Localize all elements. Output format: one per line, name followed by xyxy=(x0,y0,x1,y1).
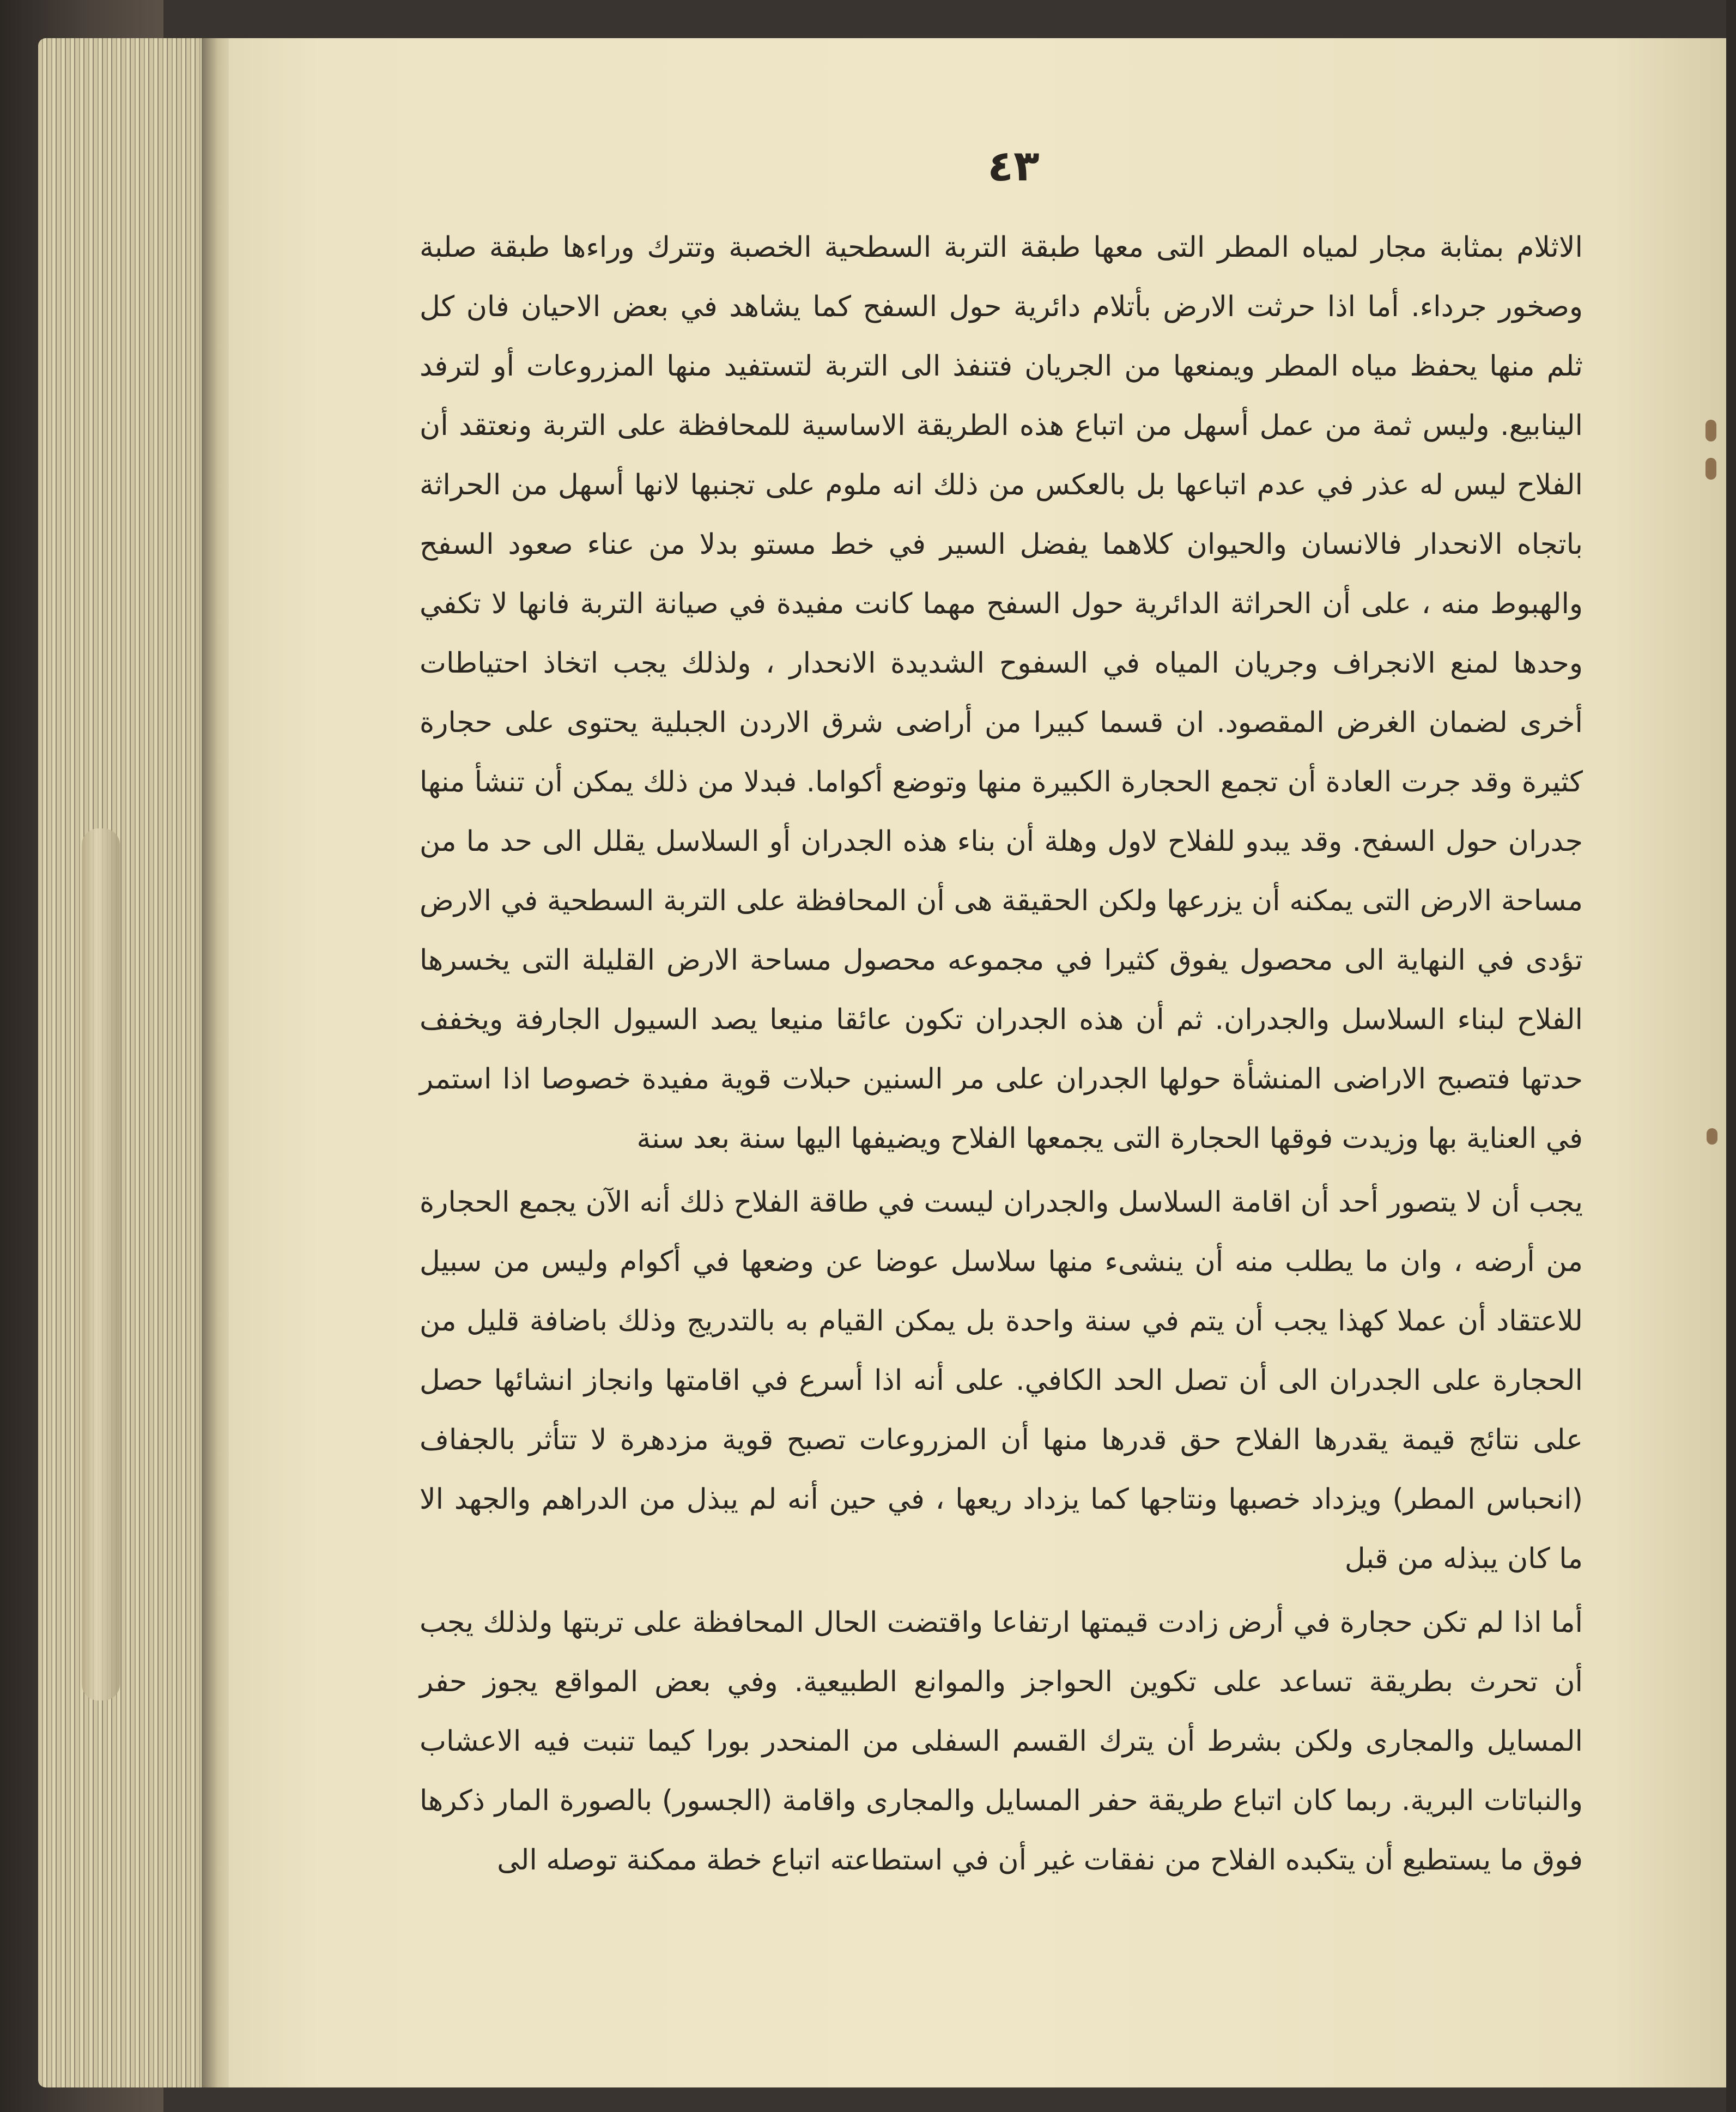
page-body xyxy=(420,218,1583,1890)
book-page xyxy=(229,38,1733,2087)
paragraph-1: الاثلام بمثابة مجار لمياه المطر التى معها طبقة التربة السطحية الخصبة وتترك وراءها طبقة صلبة وصخور جرداء. أما اذا حرثت الارض بأتلام دائرية حول السفح كما يشاهد في بعض الاحيان فان كل ثلم منها يحفظ مياه المطر ويمنعها من الجريان فتنفذ الى التربة لتستفيد منها المزروعات أو لترفد الينابيع. وليس ثمة من عمل أسهل من اتباع هذه الطريقة الاساسية للمحافظة على التربة ونعتقد أن الفلاح ليس له عذر في عدم اتباعها بل بالعكس من ذلك انه ملوم على تجنبها لانها أسهل من الحراثة باتجاه الانحدار فالانسان والحيوان كلاهما يفضل السير في خط مستو بدلا من عناء صعود السفح والهبوط منه ، على أن الحراثة الدائرية حول السفح مهما كانت مفيدة في صيانة التربة فانها لا تكفي وحدها لمنع الانجراف وجريان المياه في السفوح الشديدة الانحدار ، ولذلك يجب اتخاذ احتياطات أخرى لضمان الغرض المقصود. ان قسما كبيرا من أراضى شرق الاردن الجبلية يحتوى على حجارة كثيرة وقد جرت العادة أن تجمع الحجارة الكبيرة منها وتوضع أكواما. فبدلا من ذلك يمكن أن تنشأ منها جدران حول السفح. وقد يبدو للفلاح لاول وهلة أن بناء هذه الجدران أو السلاسل يقلل الى حد ما من مساحة الارض التى يمكنه أن يزرعها ولكن الحقيقة هى أن المحافظة على التربة السطحية في الارض تؤدى في النهاية الى محصول يفوق كثيرا في مجموعه محصول مساحة الارض القليلة التى يخسرها الفلاح لبناء السلاسل والجدران. ثم أن هذه الجدران تكون عائقا منيعا يصد السيول الجارفة ويخفف حدتها فتصبح الاراضى المنشأة حولها الجدران على مر السنين حبلات قوية مفيدة خصوصا اذا استمر في العناية بها وزيدت فوقها الحجارة التى يجمعها الفلاح ويضيفها اليها سنة بعد سنة xyxy=(420,231,1583,1155)
binding-mark xyxy=(1705,458,1716,480)
binding-mark xyxy=(1707,1128,1717,1145)
binding-mark xyxy=(1705,420,1716,441)
torn-page-fold xyxy=(82,828,120,1701)
book-right-edge xyxy=(1726,0,1736,2112)
page-edges xyxy=(38,38,218,2087)
paragraph-3: أما اذا لم تكن حجارة في أرض زادت قيمتها ارتفاعا واقتضت الحال المحافظة على تربتها ولذلك يجب أن تحرث بطريقة تساعد على تكوين الحواجز والموانع الطبيعية. وفي بعض المواقع يجوز حفر المسايل والمجارى ولكن بشرط أن يترك القسم السفلى من المنحدر بورا كيما تنبت فيه الاعشاب والنباتات البرية. ربما كان اتباع طريقة حفر المسايل والمجارى واقامة (الجسور) بالصورة المار ذكرها فوق ما يستطيع أن يتكبده الفلاح من نفقات غير أن في استطاعته اتباع خطة ممكنة توصله الى xyxy=(420,1606,1583,1877)
page-number: ٤٣ xyxy=(987,142,1040,191)
paragraph-2: يجب أن لا يتصور أحد أن اقامة السلاسل والجدران ليست في طاقة الفلاح ذلك أنه الآن يجمع الحجارة من أرضه ، وان ما يطلب منه أن ينشىء منها سلاسل عوضا عن وضعها في أكوام وليس من سبيل للاعتقاد أن عملا كهذا يجب أن يتم في سنة واحدة بل يمكن القيام به بالتدريج وذلك باضافة قليل من الحجارة على الجدران الى أن تصل الحد الكافي. على أنه اذا أسرع في اقامتها وانجاز انشائها حصل على نتائج قيمة يقدرها الفلاح حق قدرها منها أن المزروعات تصبح قوية مزدهرة لا تتأثر بالجفاف (انحباس المطر) ويزداد خصبها ونتاجها كما يزداد ريعها ، في حين أنه لم يبذل من الدراهم والجهد الا ما كان يبذله من قبل xyxy=(420,1186,1583,1575)
